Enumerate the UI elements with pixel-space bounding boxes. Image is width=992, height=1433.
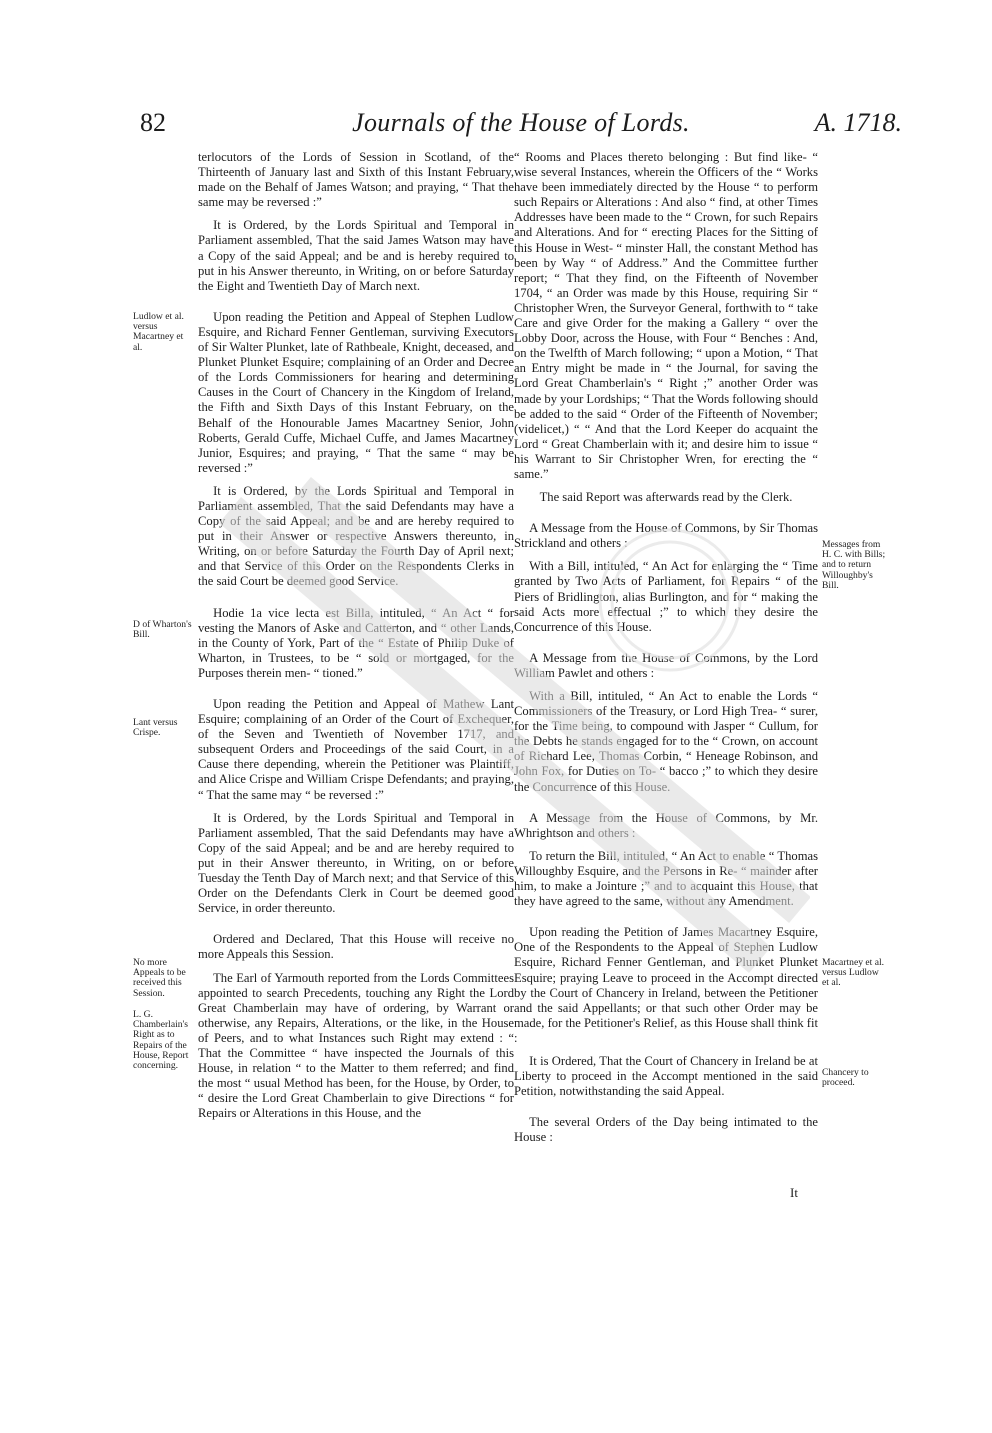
paragraph: terlocutors of the Lords of Session in Scotland, of the Thirteenth of January last and Sixth of this Instant February, made on the Behalf of James Watson; and praying, “ That the same may be reversed :” — [198, 150, 514, 210]
paragraph: Upon reading the Petition and Appeal of Mathew Lant Esquire; complaining of an Order of the Court of Exchequer, of the Seven and Twentieth of November 1717, and subsequent Orders and Proceedings of the said Court, in a Cause there depending, wherein the Petitioner was Plaintiff, and Alice Crispe and William Crispe Defendants; and praying, “ That the same may “ be reversed :” — [198, 697, 514, 802]
paragraph: “ Rooms and Places thereto belonging : But find like- “ wise several Instances, wherein the Officers of the “ Works have been immediately directed by the House “ to perform such Repairs or Alterations : And also “ find, at other Times Addresses have been made to the “ Crown, for such Repairs and Alterations. And for “ erecting Places for the Sitting of this House in West- “ minster Hall, the constant Method has been by Way “ of Address.” And the Committee further report; “ That they find, on the Fifteenth of November 1704, “ an Order was made by this House, requiring Sir “ Christopher Wren, the Surveyor General, forthwith to “ take Care and give Order for the making a Gallery “ over the Lobby Door, across the House, with Four “ Benches : And, on the Twelfth of March following; “ upon a Motion, “ That an Entry might be made in “ the Journal, for saving the Lord Great Chamberlain's “ Right ;” another Order was made by your Lordships; “ That the Words following should be added to the said “ Order of the Fifteenth of November; (videlicet,) “ “ And that the Lord Keeper do acquaint the Lord “ Great Chamberlain with it; and desire him to issue “ his Warrant to Sir Christopher Wren, for erecting the “ same.” — [514, 150, 818, 481]
paragraph: With a Bill, intituled, “ An Act for enlarging the “ Time granted by Two Acts of Parliament, for Repairs “ of the Piers of Bridlington, alias Burlington, and for “ making the said Acts more effectual ;” to which they desire the Concurrence of this House. — [514, 559, 818, 634]
page-header — [140, 108, 902, 148]
margin-note-lant: Lant versus Crispe. — [133, 717, 178, 739]
page-number: 82 — [140, 108, 166, 137]
margin-note-chamberlain: L. G. Chamberlain's Right as to Repairs of the House, Report concerning. — [133, 1009, 189, 1072]
margin-note-macartney: Macartney et al. versus Ludlow et al. — [822, 957, 885, 989]
margin-note-ludlow: Ludlow et al. versus Macartney et al. — [133, 311, 184, 353]
margin-note-no-more-appeals: No more Appeals to be received this Session. — [133, 957, 186, 999]
paragraph: A Message from the House of Commons, by Sir Thomas Strickland and others : — [514, 521, 818, 551]
paragraph: The several Orders of the Day being intimated to the House : — [514, 1115, 818, 1145]
paragraph: Ordered and Declared, That this House will receive no more Appeals this Session. — [198, 932, 514, 962]
paragraph: Hodie 1a vice lecta est Billa, intituled, “ An Act “ for vesting the Manors of Aske and Catterton, and “ other Lands, in the County of York, Part of the “ Estate of Philip Duke of Wharton, in Trustees, to be “ sold or mortgaged, for the Purposes therein men- “ tioned.” — [198, 605, 514, 680]
paragraph: A Message from the House of Commons, by Mr. Whrightson and others : — [514, 810, 818, 840]
paragraph: To return the Bill, intituled, “ An Act to enable “ Thomas Willoughby Esquire, and the Persons in Re- “ mainder after him, to make a Jointure ;” and to acquaint this House, that they have agreed to the same, without any Amendment. — [514, 848, 818, 909]
paragraph: The Earl of Yarmouth reported from the Lords Committees appointed to search Precedents, touching any Right the Lord Great Chamberlain may have of ordering, by Warrant or otherwise, any Repairs, Alterations, or the like, in the House of Peers, and to what Instances such Right may extend : “ That the Committee “ have inspected the Journals of this House, in relation “ to the Matter to them referred; and find the most “ usual Method has been, for the House, by Order, to “ desire the Lord Great Chamberlain to give Directions “ for Repairs or Alterations in this House, and the — [198, 970, 514, 1121]
margin-note-wharton: D of Wharton's Bill. — [133, 619, 192, 641]
paragraph: It is Ordered, by the Lords Spiritual and Temporal in Parliament assembled, That the said Defendants may have a Copy of the said Appeal; and be and are hereby required to put in their Answer or respective Answers thereunto, in Writing, on or before Saturday the Fourth Day of April next; and that Service of this Order on the Respondents Clerks in the said Court be deemed good Service. — [198, 483, 514, 589]
paragraph: Upon reading the Petition and Appeal of Stephen Ludlow Esquire, and Richard Fenner Gentleman, surviving Executors of Sir Walter Plunket, late of Rathbeale, Knight, deceased, and Plunket Plunket Esquire; complaining of an Order and Decree of the Lords Commissioners for hearing and determining Causes in the Court of Chancery in the Kingdom of Ireland, the Fifth and Sixth Days of this Instant February, on the Behalf of the Honourable James Macartney Senior, John Roberts, Gerald Cuffe, Michael Cuffe, and James Macartney Junior, Esquires; and praying, “ That the same “ may be reversed :” — [198, 309, 514, 475]
margin-note-messages: Messages from H. C. with Bills; and to return Willoughby's Bill. — [822, 539, 886, 591]
paragraph: It is Ordered, by the Lords Spiritual and Temporal in Parliament assembled, That the said James Watson may have a Copy of the said Appeal; and be and is hereby required to put in his Answer thereunto, in Writing, on or before Saturday the Eight and Twentieth Day of March next. — [198, 218, 514, 293]
paragraph: With a Bill, intituled, “ An Act to enable the Lords “ Commissioners of the Treasury, or Lord High Trea- “ surer, for the Time being, to compound with Jasper “ Cullum, for the Debts he stands engaged for to the “ Crown, on account of Richard Lee, Thomas Corbin, “ Heneage Robinson, and John Fox, for Duties on To- “ bacco ;” to which they desire the Concurrence of this House. — [514, 689, 818, 794]
margin-note-chancery: Chancery to proceed. — [822, 1067, 869, 1089]
left-column — [198, 150, 514, 1121]
paragraph: A Message from the House of Commons, by the Lord William Pawlet and others : — [514, 650, 818, 680]
page-year: A. 1718. — [814, 108, 902, 137]
running-title: Journals of the House of Lords. — [352, 108, 690, 137]
paragraph: Upon reading the Petition of James Macartney Esquire, One of the Respondents to the Appeal of Stephen Ludlow Esquire, Richard Fenner Gentleman, and Plunket Plunket Esquire; praying Leave to proceed in the Accompt directed by the Court of Chancery in Ireland, between the Petitioner and the said Appellants; or that such other Order may be made, for the Petitioner's Relief, as this House shall think fit : — [514, 925, 818, 1045]
paragraph: It is Ordered, That the Court of Chancery in Ireland be at Liberty to proceed in the Accompt mentioned in the said Petition, notwithstanding the said Appeal. — [514, 1053, 818, 1099]
paragraph: The said Report was afterwards read by the Clerk. — [539, 490, 793, 505]
right-column — [514, 150, 818, 1145]
paragraph: It is Ordered, by the Lords Spiritual and Temporal in Parliament assembled, That the said Defendants may have a Copy of the said Appeal; and be and are hereby required to put in their Answer thereunto, in Writing, on or before Tuesday the Tenth Day of March next; and that Service of this Order on the Defendants Clerk in Court be deemed good Service, in order thereunto. — [198, 810, 514, 916]
catchword: It — [790, 1185, 798, 1200]
